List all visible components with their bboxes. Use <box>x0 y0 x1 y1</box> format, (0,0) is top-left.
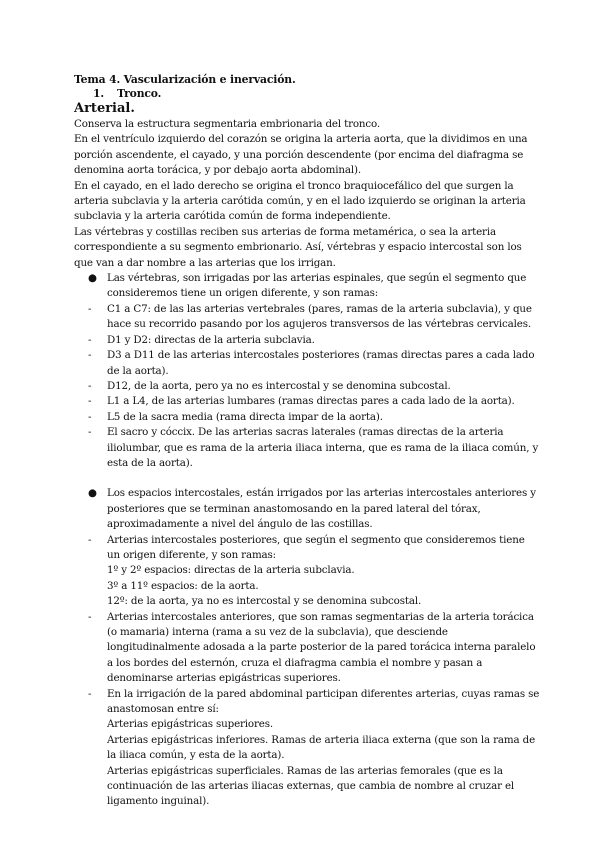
dash-marker: - <box>88 379 92 392</box>
sub-line: Arterias epigástricas superficiales. Ramas de las arterias femorales (que es la continuación de las arterias iliacas externas, que cambia de nombre al cruzar el ligamento inguinal). <box>107 764 515 808</box>
dash-marker: - <box>88 687 92 700</box>
paragraph: Conserva la estructura segmentaria embrionaria del tronco. <box>74 118 381 130</box>
bullet-marker: ● <box>88 272 97 285</box>
sub-line: Arterias epigástricas inferiores. Ramas de arteria iliaca externa (que son la rama de la iliaca común, y esta de la aorta). <box>107 733 536 762</box>
dash-item <box>74 348 540 379</box>
dash-item <box>74 425 540 471</box>
dash-item <box>74 610 540 687</box>
bullet-marker: ● <box>88 487 97 500</box>
dash-text: D12, de la aorta, pero ya no es intercostal y se denomina subcostal. <box>107 379 451 392</box>
dash-marker: - <box>88 410 92 423</box>
paragraph: En el cayado, en el lado derecho se origina el tronco braquiocefálico del que surgen la arteria subclavia y la arteria carótida común, y en el lado izquierdo se originan la arteria subclavia y la arteria carótida común de forma independiente. <box>74 179 526 223</box>
dash-item <box>74 302 540 333</box>
dash-marker: - <box>88 302 92 315</box>
bullet-text: Los espacios intercostales, están irrigados por las arterias intercostales anteriores y posteriores que se terminan anastomosando en la pared lateral del tórax, aproximadamente a nivel del ángulo de las costillas. <box>107 487 536 531</box>
dash-marker: - <box>88 426 92 439</box>
spacer <box>74 471 540 486</box>
section-label: Tronco. <box>117 87 162 100</box>
dash-marker: - <box>88 610 92 623</box>
section-number: 1. <box>93 87 104 100</box>
bullet-text: Las vértebras, son irrigadas por las arterias espinales, que según el segmento que consideremos tiene un origen diferente, y son ramas: <box>107 272 527 300</box>
dash-text: Arterias intercostales posteriores, que según el segmento que consideremos tiene un origen diferente, y son ramas: <box>107 533 525 561</box>
dash-item <box>74 394 540 409</box>
dash-text: En la irrigación de la pared abdominal participan diferentes arterias, cuyas ramas se anastomosan entre sí: <box>107 687 540 716</box>
dash-item <box>74 410 540 425</box>
paragraph: Las vértebras y costillas reciben sus arterias de forma metamérica, o sea la arteria correspondiente a su segmento embrionario. Así, vértebras y espacio intercostal son los que van a dar nombre a las arterias que los irrigan. <box>74 225 522 269</box>
dash-marker: - <box>88 349 92 362</box>
bullet-item <box>74 486 540 532</box>
sub-line: 12º: de la aorta, ya no es intercostal y se denomina subcostal. <box>107 595 422 608</box>
dash-marker: - <box>88 333 92 346</box>
dash-item <box>74 333 540 348</box>
dash-text: C1 a C7: de las las arterias vertebrales (pares, ramas de la arteria subclavia), y que hace su recorrido pasando por los agujeros transversos de las vértebras cervicales. <box>107 302 532 331</box>
dash-text: El sacro y cóccix. De las arterias sacras laterales (ramas directas de la arteria iliolumbar, que es rama de la arteria iliaca interna, que es rama de la iliaca común, y esta de la aorta). <box>107 426 539 469</box>
sub-line: Arterias epigástricas superiores. <box>107 718 273 731</box>
dash-text: D1 y D2: directas de la arteria subclavia. <box>107 333 315 346</box>
dash-item <box>74 687 540 718</box>
dash-marker: - <box>88 395 92 408</box>
bullet-item <box>74 271 540 302</box>
section-heading <box>74 87 540 101</box>
dash-text: L5 de la sacra media (rama directa impar de la aorta). <box>107 410 383 423</box>
paragraph: En el ventrículo izquierdo del corazón se origina la arteria aorta, que la dividimos en una porción ascendente, el cayado, y una porción descendente (por encima del diafragma se denomina aorta torácica, y por debajo aorta abdominal). <box>74 133 528 177</box>
sub-line: 1º y 2º espacios: directas de la arteria subclavia. <box>107 564 355 577</box>
dash-marker: - <box>88 533 92 546</box>
dash-text: D3 a D11 de las arterias intercostales posteriores (ramas directas pares a cada lado de la aorta). <box>107 349 535 377</box>
dash-item <box>74 533 540 564</box>
dash-text: Arterias intercostales anteriores, que son ramas segmentarias de la arteria torácica (o mamaria) interna (rama a su vez de la subclavia), que desciende longitudinalmente adosada a la parte posterior de la pared torácica interna paralelo a los bordes del esternón, cruza el diafragma cambia el nombre y pasan a denominarse arterias epigástricas superiores. <box>107 610 536 685</box>
page-title: Tema 4. Vascularización e inervación. <box>74 73 296 86</box>
subsection-heading: Arterial. <box>74 101 135 116</box>
dash-item <box>74 379 540 394</box>
dash-text: L1 a L4, de las arterias lumbares (ramas directas pares a cada lado de la aorta). <box>107 395 515 408</box>
sub-line: 3º a 11º espacios: de la aorta. <box>107 579 259 592</box>
